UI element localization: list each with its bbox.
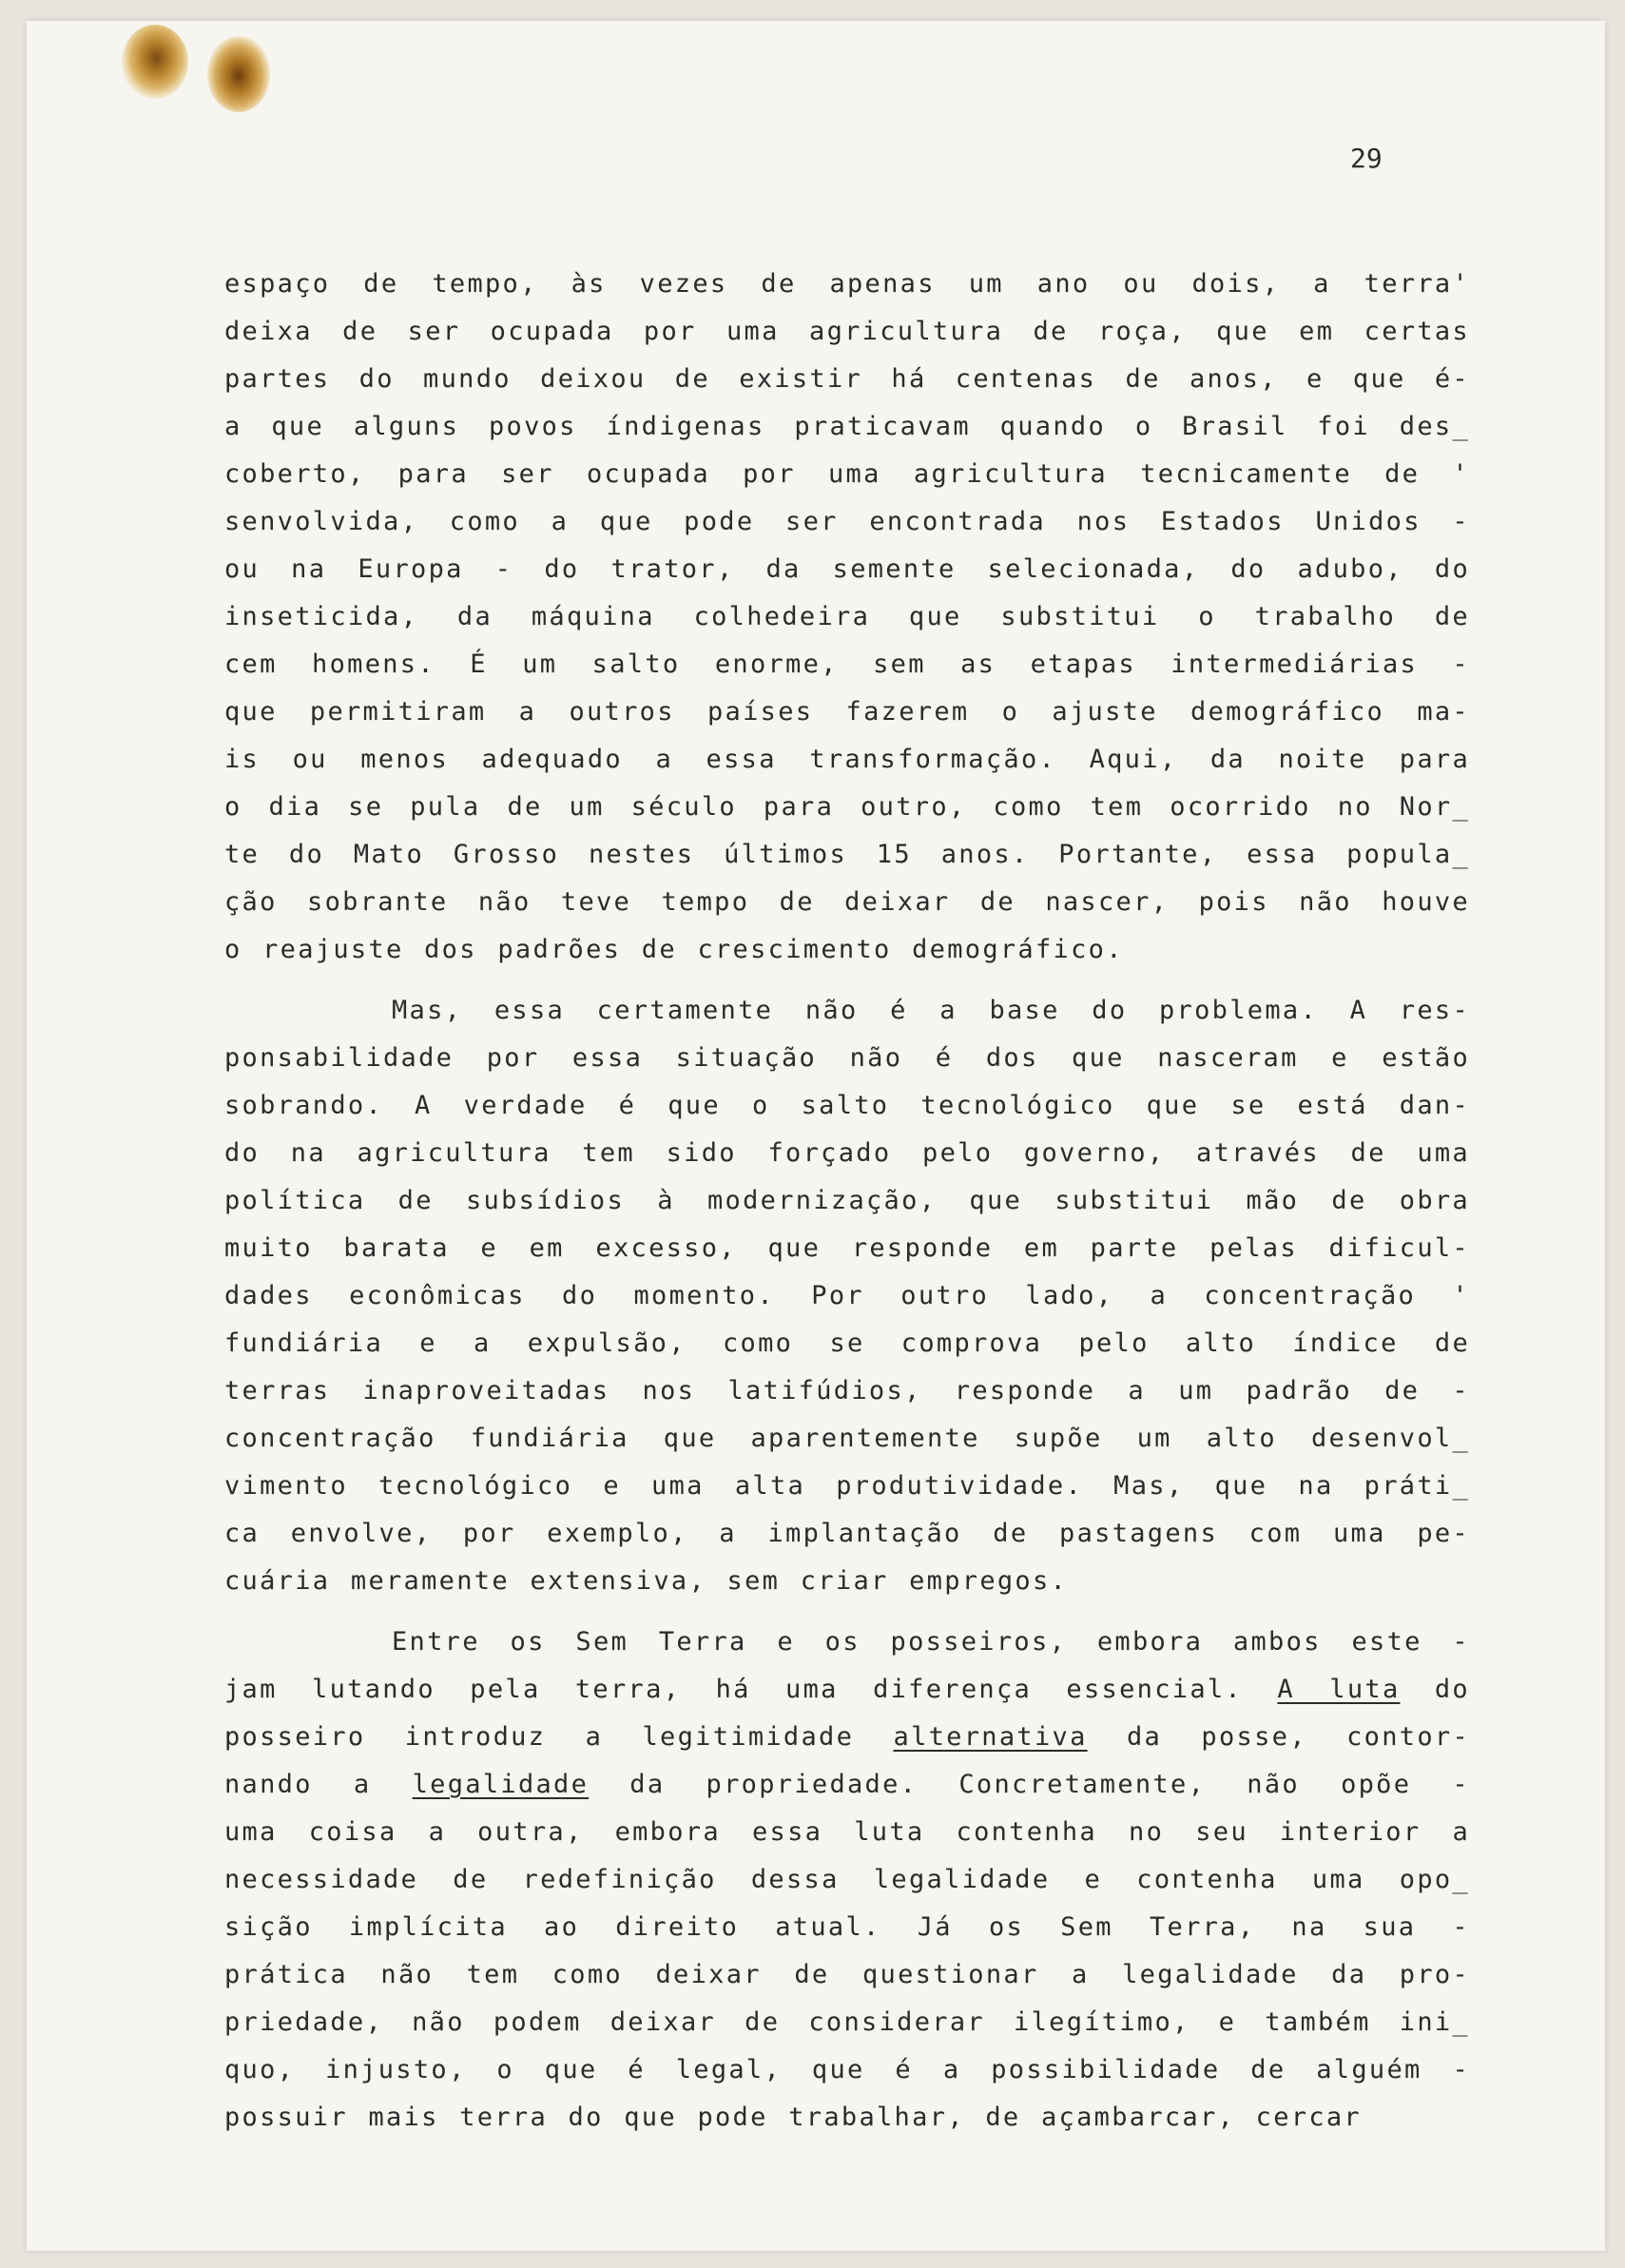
underlined-phrase: alternativa [893,1722,1088,1752]
paragraph-gap [224,974,1470,987]
text-line: jam lutando pela terra, há uma diferença essencial. A luta do [224,1675,1470,1704]
text-line: Entre os Sem Terra e os posseiros, embora ambos este - [392,1627,1470,1657]
text-line: sobrando. A verdade é que o salto tecnológico que se está dan- [224,1091,1470,1120]
text-line: espaço de tempo, às vezes de apenas um ano ou dois, a terra' [224,269,1470,299]
text-line: necessidade de redefinição dessa legalidade e contenha uma opo_ [224,1865,1470,1894]
text-line: ção sobrante não teve tempo de deixar de nascer, pois não houve [224,887,1470,917]
text-line: cuária meramente extensiva, sem criar empregos. [224,1566,1069,1596]
text-line: o reajuste dos padrões de crescimento demográfico. [224,935,1124,964]
paragraph [224,1619,1470,2142]
underlined-phrase: A luta [1277,1675,1401,1704]
text-line: deixa de ser ocupada por uma agricultura de roça, que em certas [224,317,1470,346]
text-line: ponsabilidade por essa situação não é dos que nasceram e estão [224,1043,1470,1073]
underlined-phrase: legalidade [412,1770,590,1799]
text-line: a que alguns povos índigenas praticavam quando o Brasil foi des_ [224,412,1470,441]
paragraph [224,261,1470,974]
text-line: uma coisa a outra, embora essa luta contenha no seu interior a [224,1817,1470,1847]
text-line: possuir mais terra do que pode trabalhar, de açambarcar, cercar [224,2103,1362,2132]
body-text [224,261,1470,2142]
text-line: cem homens. É um salto enorme, sem as etapas intermediárias - [224,649,1470,679]
text-line: ca envolve, por exemplo, a implantação de pastagens com uma pe- [224,1519,1470,1548]
text-line: sição implícita ao direito atual. Já os Sem Terra, na sua - [224,1912,1470,1942]
text-line: nando a legalidade da propriedade. Concretamente, não opõe - [224,1770,1470,1799]
text-line: partes do mundo deixou de existir há centenas de anos, e que é- [224,364,1470,394]
text-line: inseticida, da máquina colhedeira que substitui o trabalho de [224,602,1470,631]
rust-stain [122,25,188,99]
text-line: política de subsídios à modernização, que substitui mão de obra [224,1186,1470,1215]
page-number: 29 [1350,143,1383,174]
text-line: vimento tecnológico e uma alta produtividade. Mas, que na práti_ [224,1471,1470,1501]
text-line: muito barata e em excesso, que responde em parte pelas dificul- [224,1233,1470,1263]
text-line: coberto, para ser ocupada por uma agricultura tecnicamente de ' [224,459,1470,489]
text-line: do na agricultura tem sido forçado pelo governo, através de uma [224,1138,1470,1168]
document-page [27,21,1605,2251]
rust-stain [207,36,270,112]
text-line: ou na Europa - do trator, da semente selecionada, do adubo, do [224,554,1470,584]
text-line: prática não tem como deixar de questionar a legalidade da pro- [224,1960,1470,1989]
paragraph [224,987,1470,1605]
paragraph-gap [224,1605,1470,1619]
text-line: terras inaproveitadas nos latifúdios, responde a um padrão de - [224,1376,1470,1405]
text-line: dades econômicas do momento. Por outro lado, a concentração ' [224,1281,1470,1310]
text-line: priedade, não podem deixar de considerar ilegítimo, e também ini_ [224,2007,1470,2037]
text-line: concentração fundiária que aparentemente supõe um alto desenvol_ [224,1424,1470,1453]
text-line: senvolvida, como a que pode ser encontrada nos Estados Unidos - [224,507,1470,536]
text-line: que permitiram a outros países fazerem o ajuste demográfico ma- [224,697,1470,727]
text-line: posseiro introduz a legitimidade alternativa da posse, contor- [224,1722,1471,1752]
text-line: o dia se pula de um século para outro, como tem ocorrido no Nor_ [224,792,1470,822]
text-line: quo, injusto, o que é legal, que é a possibilidade de alguém - [224,2055,1470,2084]
text-line: te do Mato Grosso nestes últimos 15 anos. Portante, essa popula_ [224,840,1470,869]
text-line: Mas, essa certamente não é a base do problema. A res- [392,996,1470,1025]
text-line: is ou menos adequado a essa transformação. Aqui, da noite para [224,745,1470,774]
text-line: fundiária e a expulsão, como se comprova pelo alto índice de [224,1328,1470,1358]
